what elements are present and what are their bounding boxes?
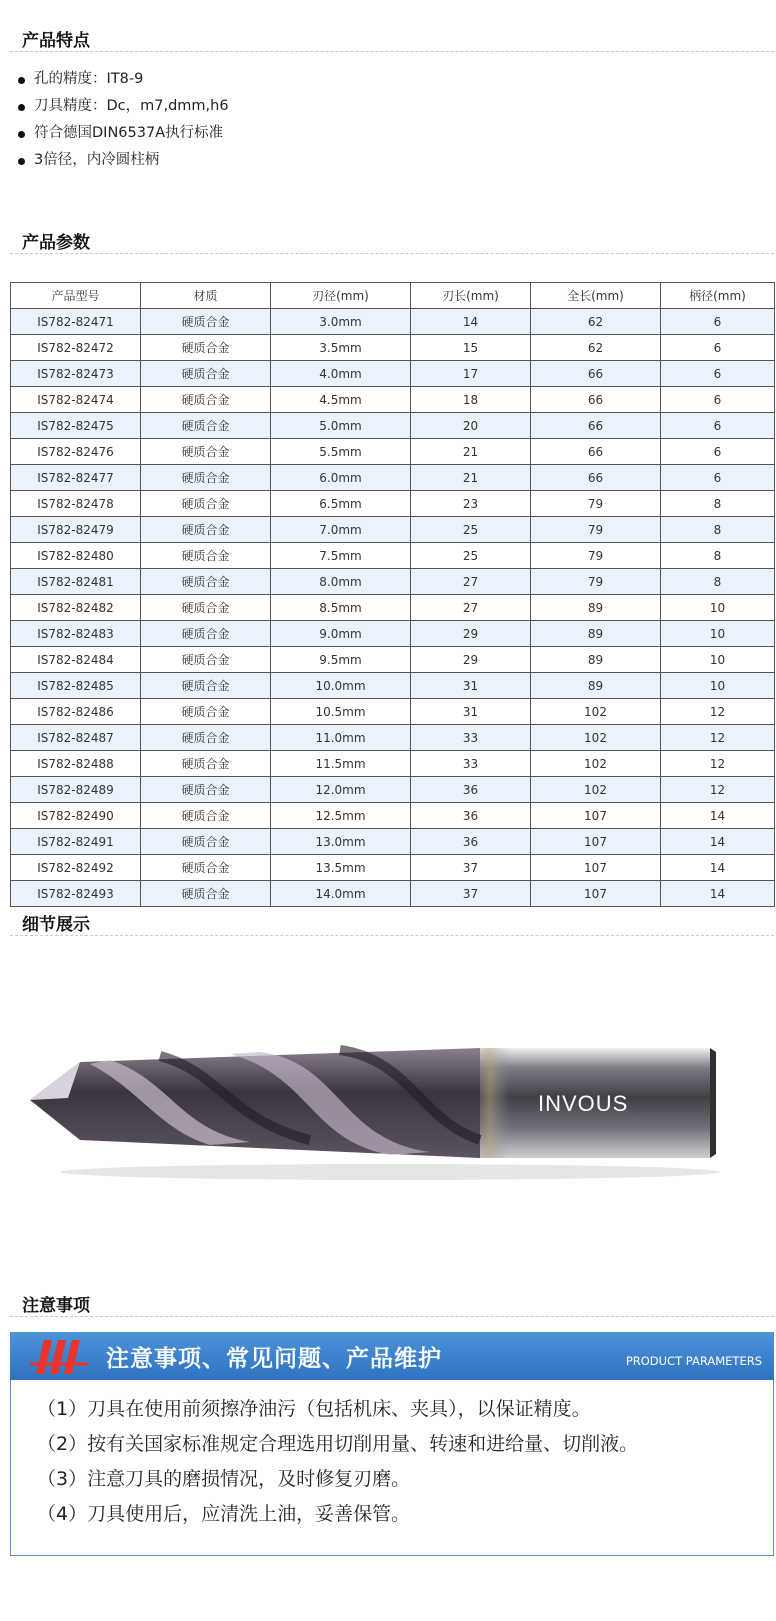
cell-flute-length: 14: [411, 309, 531, 335]
cell-shank-diameter: 8: [661, 517, 775, 543]
cell-model: IS782-82479: [11, 517, 141, 543]
cell-material: 硬质合金: [141, 751, 271, 777]
cell-diameter: 6.0mm: [271, 465, 411, 491]
cell-flute-length: 21: [411, 465, 531, 491]
cell-flute-length: 31: [411, 699, 531, 725]
cell-overall-length: 89: [531, 673, 661, 699]
cell-material: 硬质合金: [141, 543, 271, 569]
cell-material: 硬质合金: [141, 725, 271, 751]
cell-diameter: 4.5mm: [271, 387, 411, 413]
cell-overall-length: 89: [531, 621, 661, 647]
cell-diameter: 9.0mm: [271, 621, 411, 647]
table-row: [11, 569, 775, 595]
cell-model: IS782-82492: [11, 855, 141, 881]
cell-material: 硬质合金: [141, 699, 271, 725]
cell-model: IS782-82477: [11, 465, 141, 491]
cell-flute-length: 36: [411, 829, 531, 855]
table-row: [11, 777, 775, 803]
notice-item: （4）刀具使用后，应清洗上油，妥善保管。: [37, 1503, 411, 1525]
cell-model: IS782-82473: [11, 361, 141, 387]
cell-model: IS782-82489: [11, 777, 141, 803]
cell-diameter: 7.0mm: [271, 517, 411, 543]
cell-model: IS782-82485: [11, 673, 141, 699]
cell-material: 硬质合金: [141, 881, 271, 907]
cell-overall-length: 79: [531, 517, 661, 543]
table-row: [11, 855, 775, 881]
table-row: [11, 465, 775, 491]
cell-model: IS782-82481: [11, 569, 141, 595]
table-row: [11, 361, 775, 387]
cell-material: 硬质合金: [141, 387, 271, 413]
cell-flute-length: 20: [411, 413, 531, 439]
cell-overall-length: 66: [531, 413, 661, 439]
features-list: [14, 66, 229, 174]
table-row: [11, 673, 775, 699]
cell-shank-diameter: 6: [661, 309, 775, 335]
notice-banner-title: 注意事项、常见问题、产品维护: [106, 1346, 442, 1372]
cell-flute-length: 36: [411, 777, 531, 803]
features-divider: [10, 51, 774, 52]
table-row: [11, 517, 775, 543]
header-flute-length: 刃长(mm): [411, 283, 531, 309]
cell-shank-diameter: 6: [661, 413, 775, 439]
table-row: [11, 543, 775, 569]
params-divider: [10, 253, 774, 254]
notice-banner: [10, 1332, 774, 1380]
cell-diameter: 3.0mm: [271, 309, 411, 335]
cell-overall-length: 89: [531, 595, 661, 621]
header-diameter: 刃径(mm): [271, 283, 411, 309]
cell-shank-diameter: 12: [661, 751, 775, 777]
detail-title: 细节展示: [22, 915, 90, 935]
cell-shank-diameter: 12: [661, 725, 775, 751]
stripes-logo-icon: [30, 1338, 90, 1376]
cell-material: 硬质合金: [141, 361, 271, 387]
features-title: 产品特点: [22, 31, 90, 51]
cell-flute-length: 33: [411, 725, 531, 751]
cell-overall-length: 107: [531, 855, 661, 881]
cell-model: IS782-82490: [11, 803, 141, 829]
cell-shank-diameter: 12: [661, 777, 775, 803]
cell-model: IS782-82488: [11, 751, 141, 777]
cell-overall-length: 66: [531, 387, 661, 413]
cell-material: 硬质合金: [141, 829, 271, 855]
cell-flute-length: 23: [411, 491, 531, 517]
cell-overall-length: 107: [531, 829, 661, 855]
cell-flute-length: 27: [411, 569, 531, 595]
cell-diameter: 14.0mm: [271, 881, 411, 907]
table-row: [11, 829, 775, 855]
cell-material: 硬质合金: [141, 491, 271, 517]
cell-diameter: 4.0mm: [271, 361, 411, 387]
feature-item: 符合德国DIN6537A执行标准: [14, 120, 229, 147]
table-row: [11, 413, 775, 439]
cell-diameter: 8.5mm: [271, 595, 411, 621]
drill-brand-text: INVOUS: [538, 1091, 629, 1116]
cell-overall-length: 102: [531, 699, 661, 725]
cell-diameter: 7.5mm: [271, 543, 411, 569]
cell-model: IS782-82472: [11, 335, 141, 361]
cell-diameter: 13.5mm: [271, 855, 411, 881]
cell-shank-diameter: 10: [661, 647, 775, 673]
cell-model: IS782-82474: [11, 387, 141, 413]
cell-flute-length: 37: [411, 881, 531, 907]
cell-flute-length: 25: [411, 543, 531, 569]
drill-image: [10, 990, 774, 1240]
cell-overall-length: 66: [531, 361, 661, 387]
cell-flute-length: 37: [411, 855, 531, 881]
cell-diameter: 12.5mm: [271, 803, 411, 829]
cell-material: 硬质合金: [141, 335, 271, 361]
cell-material: 硬质合金: [141, 803, 271, 829]
cell-shank-diameter: 10: [661, 621, 775, 647]
cell-diameter: 9.5mm: [271, 647, 411, 673]
notice-item: （1）刀具在使用前须擦净油污（包括机床、夹具），以保证精度。: [37, 1398, 591, 1420]
notice-item: （2）按有关国家标准规定合理选用切削用量、转速和进给量、切削液。: [37, 1433, 639, 1455]
notice-list: [11, 1380, 773, 1532]
cell-model: IS782-82491: [11, 829, 141, 855]
header-overall-length: 全长(mm): [531, 283, 661, 309]
cell-flute-length: 29: [411, 621, 531, 647]
feature-item: 刀具精度：Dc，m7,dmm,h6: [14, 93, 229, 120]
cell-material: 硬质合金: [141, 465, 271, 491]
cell-overall-length: 107: [531, 803, 661, 829]
cell-shank-diameter: 6: [661, 335, 775, 361]
feature-item: 孔的精度：IT8-9: [14, 66, 229, 93]
table-row: [11, 595, 775, 621]
cell-shank-diameter: 14: [661, 829, 775, 855]
cell-diameter: 11.5mm: [271, 751, 411, 777]
table-row: [11, 491, 775, 517]
table-row: [11, 387, 775, 413]
cell-overall-length: 107: [531, 881, 661, 907]
table-row: [11, 881, 775, 907]
table-row: [11, 725, 775, 751]
cell-shank-diameter: 8: [661, 543, 775, 569]
cell-flute-length: 31: [411, 673, 531, 699]
cell-shank-diameter: 8: [661, 569, 775, 595]
cell-material: 硬质合金: [141, 855, 271, 881]
cell-shank-diameter: 10: [661, 595, 775, 621]
table-row: [11, 335, 775, 361]
cell-diameter: 6.5mm: [271, 491, 411, 517]
cell-diameter: 5.0mm: [271, 413, 411, 439]
cell-flute-length: 25: [411, 517, 531, 543]
cell-material: 硬质合金: [141, 517, 271, 543]
cell-diameter: 8.0mm: [271, 569, 411, 595]
table-row: [11, 647, 775, 673]
cell-flute-length: 33: [411, 751, 531, 777]
detail-divider: [10, 935, 774, 936]
cell-diameter: 12.0mm: [271, 777, 411, 803]
notice-banner-subtitle: PRODUCT PARAMETERS: [625, 1354, 762, 1368]
cell-shank-diameter: 8: [661, 491, 775, 517]
cell-overall-length: 79: [531, 543, 661, 569]
params-title: 产品参数: [22, 233, 90, 253]
cell-material: 硬质合金: [141, 439, 271, 465]
cell-shank-diameter: 14: [661, 881, 775, 907]
header-material: 材质: [141, 283, 271, 309]
cell-overall-length: 102: [531, 725, 661, 751]
table-row: [11, 699, 775, 725]
cell-overall-length: 62: [531, 335, 661, 361]
table-header-row: [11, 283, 775, 309]
cell-shank-diameter: 12: [661, 699, 775, 725]
cell-overall-length: 66: [531, 439, 661, 465]
cell-shank-diameter: 6: [661, 439, 775, 465]
cell-material: 硬质合金: [141, 647, 271, 673]
cell-model: IS782-82471: [11, 309, 141, 335]
cell-model: IS782-82483: [11, 621, 141, 647]
notice-body: [10, 1380, 774, 1556]
cell-material: 硬质合金: [141, 309, 271, 335]
cell-model: IS782-82493: [11, 881, 141, 907]
table-row: [11, 309, 775, 335]
cell-material: 硬质合金: [141, 673, 271, 699]
cell-model: IS782-82475: [11, 413, 141, 439]
cell-diameter: 11.0mm: [271, 725, 411, 751]
cell-diameter: 5.5mm: [271, 439, 411, 465]
cell-flute-length: 27: [411, 595, 531, 621]
header-shank-diameter: 柄径(mm): [661, 283, 775, 309]
feature-item: 3倍径，内冷圆柱柄: [14, 147, 229, 174]
cell-material: 硬质合金: [141, 777, 271, 803]
params-table: [10, 282, 775, 907]
header-model: 产品型号: [11, 283, 141, 309]
cell-diameter: 3.5mm: [271, 335, 411, 361]
table-row: [11, 621, 775, 647]
cell-flute-length: 18: [411, 387, 531, 413]
cell-model: IS782-82476: [11, 439, 141, 465]
notice-title: 注意事项: [22, 1296, 90, 1316]
table-row: [11, 751, 775, 777]
cell-diameter: 10.5mm: [271, 699, 411, 725]
cell-flute-length: 21: [411, 439, 531, 465]
cell-shank-diameter: 10: [661, 673, 775, 699]
cell-diameter: 13.0mm: [271, 829, 411, 855]
cell-diameter: 10.0mm: [271, 673, 411, 699]
cell-flute-length: 17: [411, 361, 531, 387]
cell-material: 硬质合金: [141, 569, 271, 595]
cell-model: IS782-82486: [11, 699, 141, 725]
cell-shank-diameter: 14: [661, 803, 775, 829]
cell-overall-length: 89: [531, 647, 661, 673]
cell-shank-diameter: 6: [661, 465, 775, 491]
cell-material: 硬质合金: [141, 621, 271, 647]
cell-overall-length: 79: [531, 569, 661, 595]
cell-flute-length: 29: [411, 647, 531, 673]
cell-overall-length: 79: [531, 491, 661, 517]
cell-overall-length: 66: [531, 465, 661, 491]
cell-overall-length: 102: [531, 751, 661, 777]
cell-shank-diameter: 6: [661, 387, 775, 413]
drill-shadow: [60, 1164, 720, 1180]
table-row: [11, 439, 775, 465]
cell-model: IS782-82480: [11, 543, 141, 569]
notice-item: （3）注意刀具的磨损情况，及时修复刃磨。: [37, 1468, 411, 1490]
cell-material: 硬质合金: [141, 595, 271, 621]
cell-model: IS782-82487: [11, 725, 141, 751]
cell-shank-diameter: 6: [661, 361, 775, 387]
table-row: [11, 803, 775, 829]
drill-shank-end: [710, 1048, 716, 1158]
cell-material: 硬质合金: [141, 413, 271, 439]
cell-flute-length: 15: [411, 335, 531, 361]
cell-shank-diameter: 14: [661, 855, 775, 881]
cell-overall-length: 102: [531, 777, 661, 803]
cell-model: IS782-82478: [11, 491, 141, 517]
cell-model: IS782-82482: [11, 595, 141, 621]
notice-divider: [10, 1316, 774, 1317]
cell-overall-length: 62: [531, 309, 661, 335]
table-body: [11, 309, 775, 907]
cell-flute-length: 36: [411, 803, 531, 829]
cell-model: IS782-82484: [11, 647, 141, 673]
